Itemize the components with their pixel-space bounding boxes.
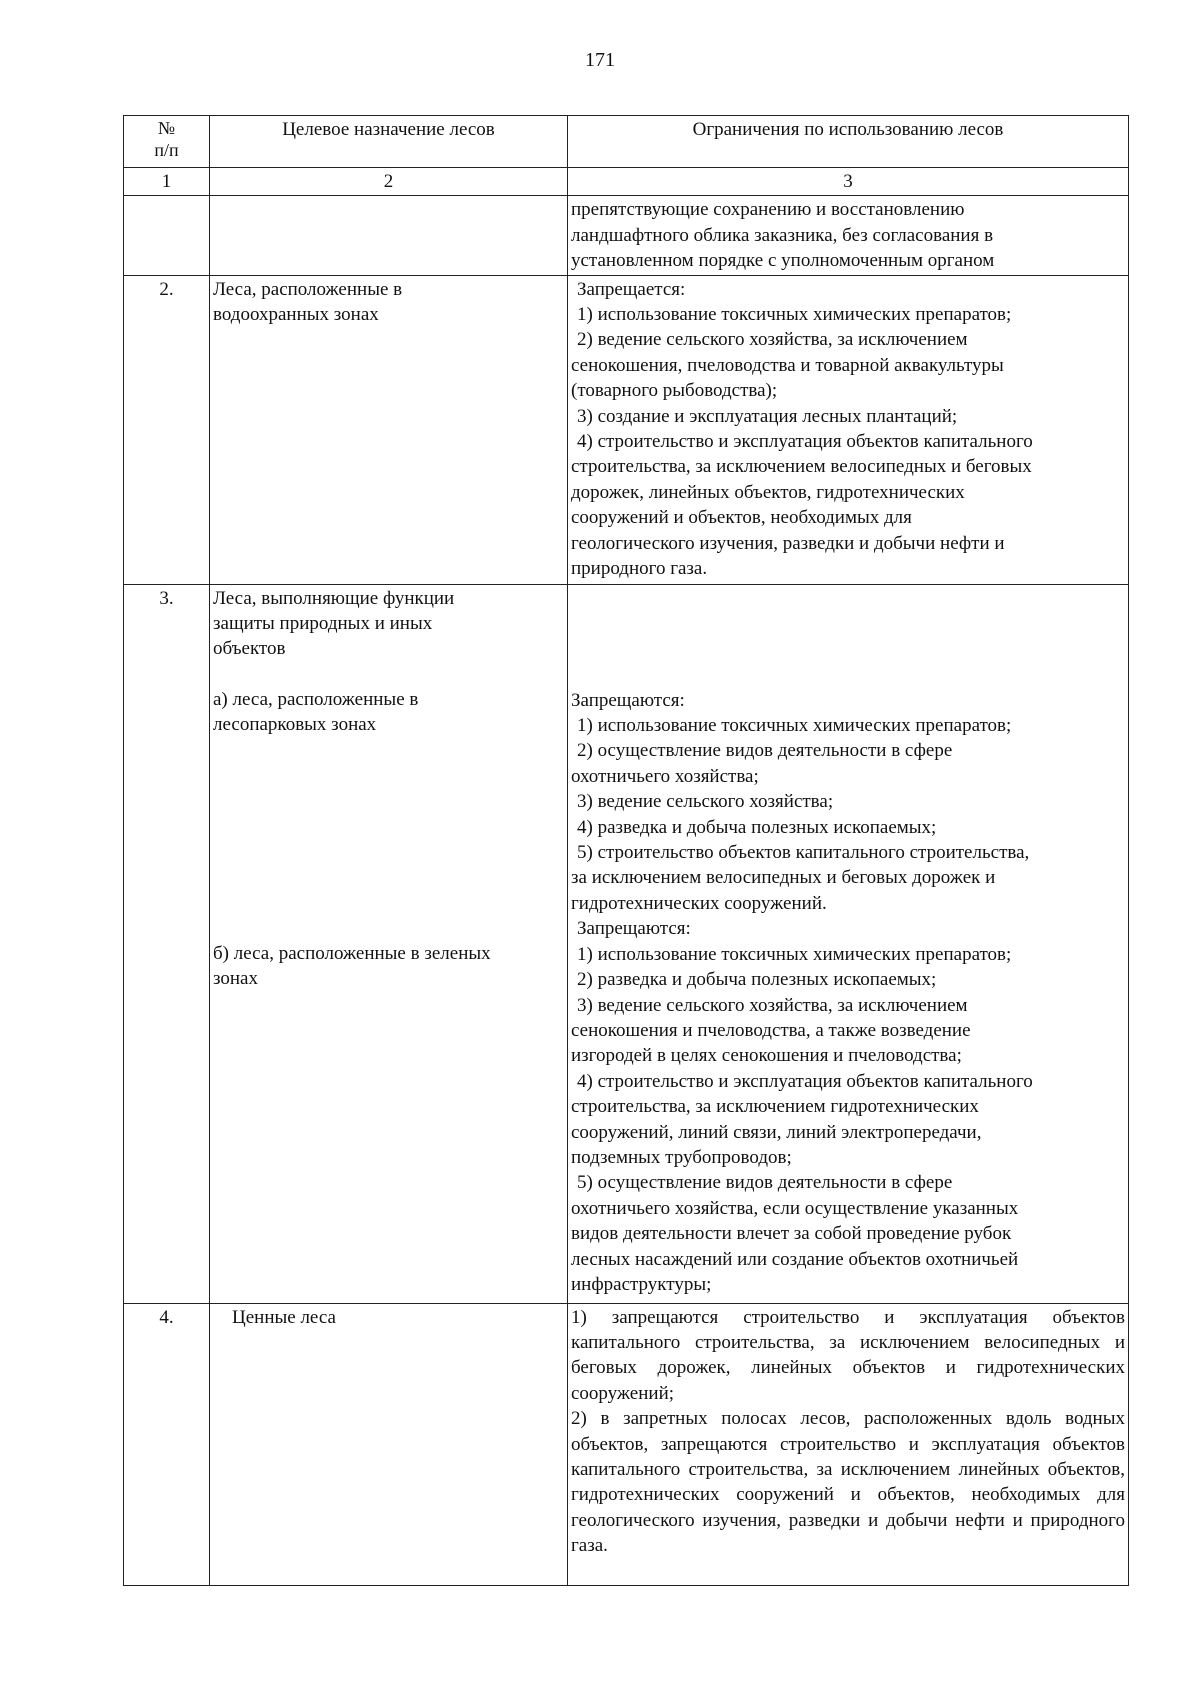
- text-line: 3) ведение сельского хозяйства, за исключением: [577, 994, 968, 1016]
- text-line: 2) ведение сельского хозяйства, за исключением: [577, 329, 968, 351]
- spacer: [571, 586, 1125, 688]
- text-line: сооружений и объектов, необходимых для: [571, 507, 912, 529]
- table-header-row: [124, 116, 1129, 168]
- table-row-4: [124, 1303, 1129, 1585]
- text-line: 3) ведение сельского хозяйства;: [577, 791, 834, 813]
- header-number-cell: [124, 116, 210, 168]
- text-line: б) леса, расположенные в зеленых: [213, 942, 491, 964]
- restrictions-cell: [568, 275, 1129, 584]
- text-line: 1) использование токсичных химических препаратов;: [577, 304, 1012, 326]
- row-number-cell: [124, 196, 210, 275]
- row-number-cell: 2.: [124, 275, 210, 584]
- text-line: 4) разведка и добыча полезных ископаемых;: [577, 816, 937, 838]
- text-line: подземных трубопроводов;: [571, 1146, 792, 1168]
- text-line: (товарного рыбоводства);: [571, 380, 778, 402]
- page-number: 171: [585, 49, 615, 71]
- header-restrictions-cell: Ограничения по использованию лесов: [568, 116, 1129, 168]
- text-line: Запрещаются:: [577, 918, 691, 940]
- text-line: 3) создание и эксплуатация лесных плантаций;: [577, 405, 958, 427]
- header-number-abbr: п/п: [154, 140, 179, 160]
- header-number-symbol: №: [157, 118, 176, 138]
- text-line: природного газа.: [571, 558, 708, 580]
- text-line: 1) использование токсичных химических препаратов;: [577, 715, 1012, 737]
- header-purpose-cell: Целевое назначение лесов: [210, 116, 568, 168]
- text-line: 4) строительство и эксплуатация объектов капитального: [577, 1070, 1033, 1092]
- text-line: 2) разведка и добыча полезных ископаемых;: [577, 969, 937, 991]
- text-line: сенокошения и пчеловодства, а также возведение: [571, 1019, 971, 1041]
- text-line: строительства, за исключением гидротехнических: [571, 1096, 979, 1118]
- text-line: объектов: [213, 638, 286, 660]
- purpose-cell: [210, 196, 568, 275]
- restriction-paragraph: 1) запрещаются строительство и эксплуатация объектов капитального строительства, за исключением велосипедных и беговых дорожек, линейных объектов и гидротехнических сооружений;: [571, 1306, 1125, 1404]
- restrictions-cell: [568, 584, 1129, 1303]
- text-line: Запрещается:: [577, 278, 686, 300]
- text-line: 2) осуществление видов деятельности в сфере: [577, 740, 953, 762]
- purpose-cell: [210, 275, 568, 584]
- text-line: изгородей в целях сенокошения и пчеловодства;: [571, 1045, 962, 1067]
- text-line: видов деятельности влечет за собой проведение рубок: [571, 1223, 1012, 1245]
- text-line: геологического изучения, разведки и добычи нефти и: [571, 532, 1005, 554]
- text-line: за исключением велосипедных и беговых дорожек и: [571, 867, 996, 889]
- text-line: лесопарковых зонах: [213, 714, 377, 736]
- text-line: ландшафтного облика заказника, без согласования в: [571, 224, 994, 246]
- text-line: а) леса, расположенные в: [213, 688, 419, 710]
- text-line: инфраструктуры;: [571, 1273, 712, 1295]
- text-line: установленном порядке с уполномоченным органом: [571, 250, 995, 272]
- text-line: Леса, расположенные в: [213, 278, 403, 300]
- purpose-cell: [210, 584, 568, 1303]
- text-line: 5) осуществление видов деятельности в сфере: [577, 1172, 953, 1194]
- text-line: 1) использование токсичных химических препаратов;: [577, 943, 1012, 965]
- text-line: сенокошения, пчеловодства и товарной аквакультуры: [571, 354, 1004, 376]
- restrictions-cell: [568, 196, 1129, 275]
- text-line: Запрещаются:: [571, 689, 685, 711]
- text-line: гидротехнических сооружений.: [571, 892, 827, 914]
- table-row-continuation: [124, 196, 1129, 275]
- text-line: дорожек, линейных объектов, гидротехнических: [571, 481, 965, 503]
- forest-restrictions-table: [123, 115, 1129, 1586]
- spacer: [213, 738, 564, 941]
- restriction-paragraph: 2) в запретных полосах лесов, расположенных вдоль водных объектов, запрещаются строительство и эксплуатация объектов капитального строительства, за исключением линейных объектов, гидротехнических сооружений и объектов, необходимых для геологического изучения, разведки и добычи нефти и природного газа.: [571, 1408, 1125, 1557]
- restrictions-cell: [568, 1303, 1129, 1585]
- text-line: 4) строительство и эксплуатация объектов капитального: [577, 431, 1033, 453]
- text-line: сооружений, линий связи, линий электропередачи,: [571, 1121, 982, 1143]
- text-line: 5) строительство объектов капитального строительства,: [577, 842, 1030, 864]
- table-row-2: [124, 275, 1129, 584]
- column-number-3: 3: [568, 168, 1129, 196]
- text-line: препятствующие сохранению и восстановлению: [571, 199, 965, 221]
- spacer: [213, 662, 564, 687]
- text-line: охотничьего хозяйства, если осуществление указанных: [571, 1197, 1019, 1219]
- column-number-2: 2: [210, 168, 568, 196]
- text-line: Леса, выполняющие функции: [213, 587, 455, 609]
- table-row-3: [124, 584, 1129, 1303]
- purpose-cell: Ценные леса: [210, 1303, 568, 1585]
- text-line: строительства, за исключением велосипедных и беговых: [571, 456, 1032, 478]
- column-numbers-row: [124, 168, 1129, 196]
- text-line: зонах: [213, 968, 258, 990]
- row-number-cell: 4.: [124, 1303, 210, 1585]
- text-line: лесных насаждений или создание объектов охотничьей: [571, 1248, 1019, 1270]
- row-number-cell: 3.: [124, 584, 210, 1303]
- text-line: охотничьего хозяйства;: [571, 765, 759, 787]
- text-line: водоохранных зонах: [213, 304, 379, 326]
- text-line: защиты природных и иных: [213, 613, 433, 635]
- column-number-1: 1: [124, 168, 210, 196]
